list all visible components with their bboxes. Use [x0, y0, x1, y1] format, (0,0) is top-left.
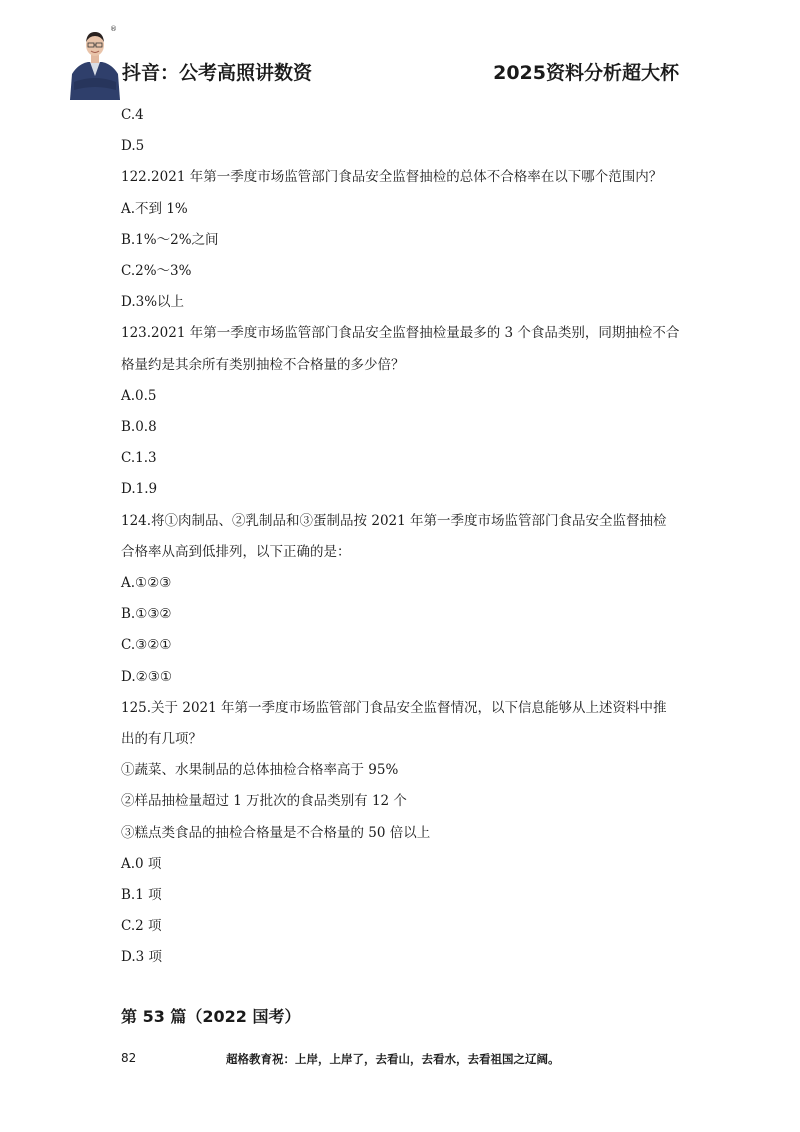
- option-line: D.1.9: [121, 481, 158, 498]
- section-title: 第 53 篇（2022 国考）: [121, 1007, 301, 1026]
- question-124-stem: 124.将①肉制品、②乳制品和③蛋制品按 2021 年第一季度市场监管部门食品安全监督抽检: [121, 512, 667, 529]
- question-122-stem: 122.2021 年第一季度市场监管部门食品安全监督抽检的总体不合格率在以下哪个范围内？: [121, 169, 663, 186]
- option-line: A.①②③: [121, 575, 172, 592]
- option-line: C.③②①: [121, 637, 172, 654]
- page-header: [0, 0, 800, 100]
- option-line: D.3%以上: [121, 294, 185, 311]
- header-channel-title: 抖音：公考高照讲数资: [122, 62, 313, 84]
- option-line: B.0.8: [121, 419, 157, 436]
- option-line: D.3 项: [121, 949, 163, 966]
- question-123-stem-cont: 格量约是其余所有类别抽检不合格量的多少倍？: [121, 356, 405, 373]
- question-123-stem: 123.2021 年第一季度市场监管部门食品安全监督抽检量最多的 3 个食品类别，同期抽检不合: [121, 325, 680, 342]
- option-line: D.②③①: [121, 668, 172, 685]
- statement-line: ②样品抽检量超过 1 万批次的食品类别有 12 个: [121, 793, 407, 810]
- author-photo: [68, 24, 122, 100]
- option-line: C.1.3: [121, 450, 157, 467]
- option-line: D.5: [121, 138, 145, 155]
- statement-line: ③糕点类食品的抽检合格量是不合格量的 50 倍以上: [121, 824, 431, 841]
- option-line: B.①③②: [121, 606, 172, 623]
- option-line: A.0 项: [121, 855, 162, 872]
- question-124-stem-cont: 合格率从高到低排列，以下正确的是：: [121, 543, 351, 560]
- option-line: C.2 项: [121, 918, 162, 935]
- page-number: 82: [121, 1051, 137, 1065]
- option-line: A.0.5: [121, 387, 157, 404]
- question-125-stem: 125.关于 2021 年第一季度市场监管部门食品安全监督情况，以下信息能够从上述资料中推: [121, 699, 667, 716]
- option-line: C.4: [121, 107, 144, 123]
- header-book-title: 2025资料分析超大杯: [493, 62, 679, 84]
- option-line: B.1%～2%之间: [121, 231, 219, 248]
- option-line: C.2%～3%: [121, 263, 192, 280]
- option-line: A.不到 1%: [121, 200, 188, 217]
- option-line: B.1 项: [121, 887, 162, 904]
- footer-slogan: 超格教育祝：上岸，上岸了，去看山，去看水，去看祖国之辽阔。: [226, 1052, 560, 1066]
- statement-line: ①蔬菜、水果制品的总体抽检合格率高于 95%: [121, 762, 399, 779]
- question-125-stem-cont: 出的有几项？: [121, 731, 202, 748]
- question-content: [121, 100, 691, 974]
- registered-mark: ®: [110, 25, 117, 33]
